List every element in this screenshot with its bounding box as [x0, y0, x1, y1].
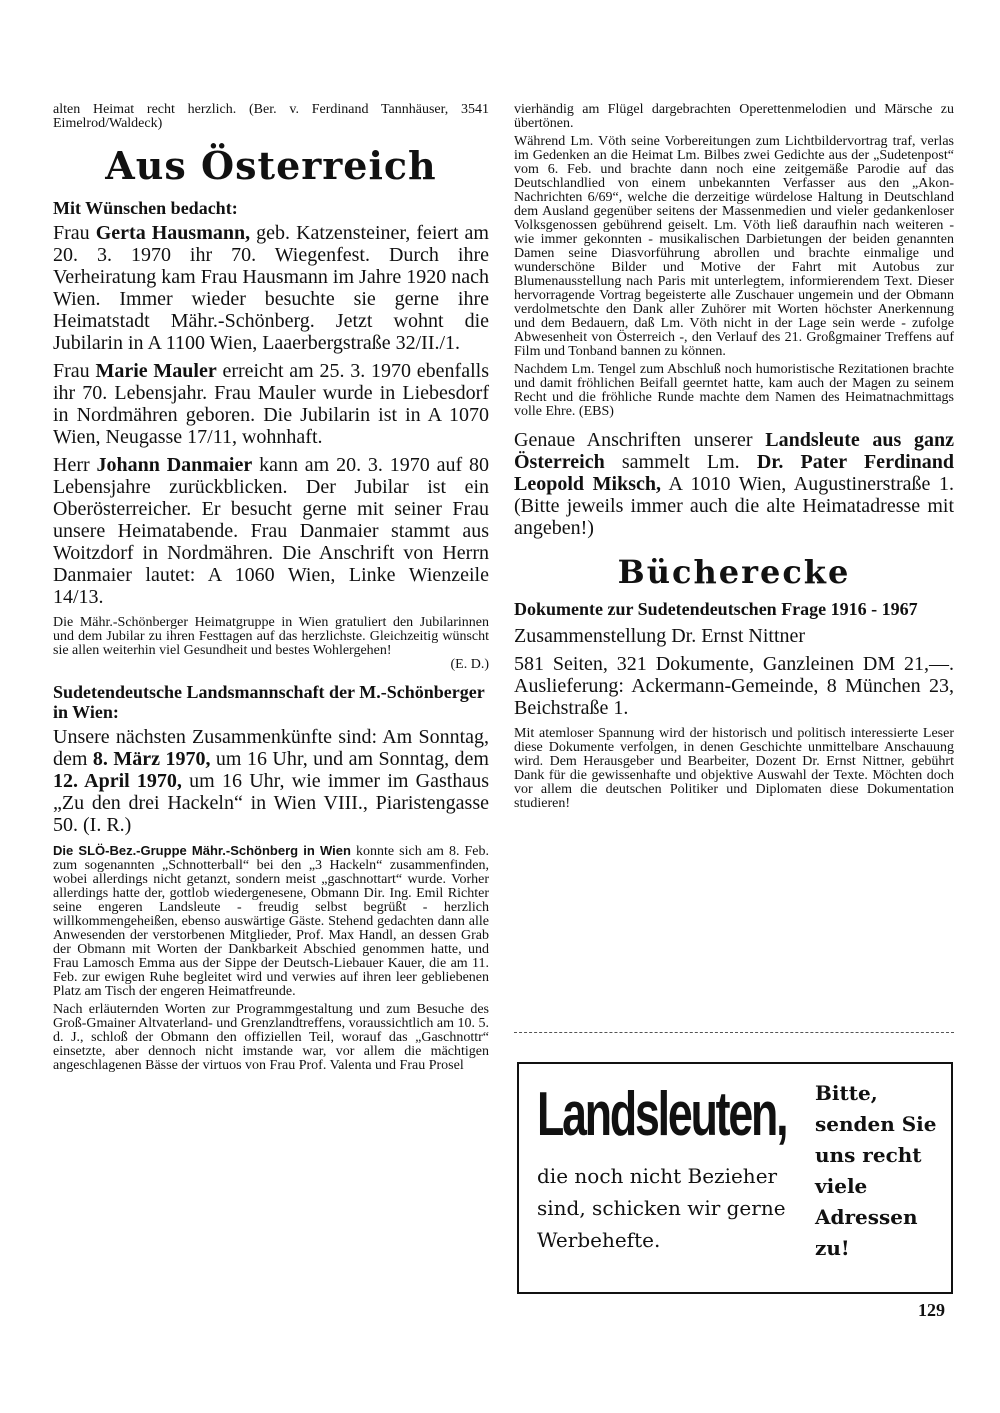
book-compiler: Zusammenstellung Dr. Ernst Nittner — [514, 625, 806, 647]
birthday-paragraph-1: Frau Gerta Hausmann, geb. Katzensteiner, feiert am 20. 3. 1970 ihr 70. Wiegenfest. Durch ihre Verheiratung kam Frau Hausmann im Jahre 1920 nach Wien. Immer wieder besuchte sie gerne ihre Heimatstadt Mähr.-Schönberg. Jetzt wohnt die Jubilarin in A 1100 Wien, Laaerbergstraße 32/II./1. — [53, 222, 489, 354]
landsmannschaft-heading: Sudetendeutsche Landsmannschaft der M.-Schönberger in Wien: — [53, 682, 485, 722]
congratulation-text: Die Mähr.-Schönberger Heimatgruppe in Wien gratuliert den Jubilarinnen und dem Jubilar zu ihren Festtagen auf das herzlichste. Gleichzeitig wünscht sie allen weiterhin viel Gesundheit und bestes Wohlergehen! — [53, 615, 489, 658]
book-title: Dokumente zur Sudetendeutschen Frage 1916 - 1967 — [514, 599, 918, 619]
section-title: Aus Österreich — [105, 143, 437, 188]
birthday-paragraph-2: Frau Marie Mauler erreicht am 25. 3. 1970 ebenfalls ihr 70. Lebensjahr. Frau Mauler wurde in Liebesdorf in Nordmähren geboren. Die Jubilarin ist in A 1070 Wien, Neugasse 17/11, wohnhaft. — [53, 360, 489, 448]
slo-report-paragraph: Die SLÖ-Bez.-Gruppe Mähr.-Schönberg in Wien konnte sich am 8. Feb. zum sogenannten „Schnotterball“ bei den „3 Hackeln“ zusammenfinden, wobei allerdings nicht getanzt, sondern meist „gaschnottart“ wurde. Vorher allerdings hatte der, gottlob wiedergenesene, Obmann Dir. Ing. Emil Richter seine engeren Landsleute - freudig selbst begrüßt - herzlich willkommengeheißen, ebenso auswärtige Gäste. Stehend gedachten dann alle Anwesenden der verstorbenen Mitglieder, Prof. Max Handl, an dessen Grab der Obmann mit Worten der Dankbarkeit Abschied genommen hatte, und Frau Lamosch Emma aus der Sippe der Deutsch-Liebauer Kauer, die am 11. Feb. zur ewigen Ruhe begleitet wird und verwies auf ihren leer gebliebenen Platz am Tisch der engeren Heimatfreunde. — [53, 843, 490, 999]
book-review: Mit atemloser Spannung wird der historisch und politisch interessierte Leser diese Dokumente verfolgen, in denen Geschichte unmittelbare Anschauung wird. Dem Herausgeber und Bearbeiter, Dozent Dr. Ernst Nittner, gebührt Dank für die gewissenhafte und objektive Auswahl der Texte. Möchten doch vor allem die deutschen Politiker und Diplomaten diese Dokumentation studieren! — [514, 726, 954, 811]
signature: (E. D.) — [450, 657, 489, 672]
wishes-heading: Mit Wünschen bedacht: — [53, 198, 238, 218]
divider — [514, 1032, 954, 1033]
advertisement-box — [517, 1062, 953, 1294]
ad-right-text: Bitte, senden Sie uns recht viele Adressen zu! — [815, 1081, 937, 1260]
ad-headline: Landsleuten, — [537, 1080, 787, 1149]
right-column — [514, 103, 954, 811]
page-number: 129 — [918, 1300, 945, 1320]
intro-text: alten Heimat recht herzlich. (Ber. v. Ferdinand Tannhäuser, 3541 Eimelrod/Waldeck) — [53, 102, 489, 131]
books-title: Bücherecke — [617, 553, 851, 591]
book-info: 581 Seiten, 321 Dokumente, Ganzleinen DM 21,—. Auslieferung: Ackermann-Gemeinde, 8 München 23, Beichstraße 1. — [514, 653, 954, 719]
birthday-paragraph-3: Herr Johann Danmaier kann am 20. 3. 1970 auf 80 Lebensjahre zurückblicken. Der Jubilar ist ein Oberösterreicher. Er besucht gerne mit seiner Frau unsere Heimatabende. Frau Danmaier stammt aus Woitzdorf in Nordmähren. Die Anschrift von Herrn Danmaier lautet: A 1060 Wien, Linke Wienzeile 14/13. — [53, 454, 489, 608]
program-paragraph: Nach erläuternden Worten zur Programmgestaltung und zum Besuche des Groß-Gmainer Altvaterland- und Grenzlandtreffens, voraussichtlich am 10. 5. d. J., schloß der Obmann den offiziellen Teil, worauf das „Gaschnottr“ einsetzte, aber dennoch nicht imstande war, vor allem die mächtigen angeschlagenen Bässe der virtuos von Frau Prof. Valenta und Frau Prosel — [53, 1002, 489, 1073]
left-column — [53, 103, 489, 1073]
report-continuation: vierhändig am Flügel dargebrachten Operettenmelodien und Märsche zu übertönen. — [514, 102, 954, 131]
meetings-paragraph: Unsere nächsten Zusammenkünfte sind: Am Sonntag, dem 8. März 1970, um 16 Uhr, und am Sonntag, dem 12. April 1970, um 16 Uhr, wie immer im Gasthaus „Zu den drei Hackeln“ in Wien VIII., Piaristengasse 50. (I. R.) — [53, 726, 489, 836]
ad-left-text: die noch nicht Bezieher sind, schicken wir gerne Werbehefte. — [537, 1164, 786, 1252]
closing-paragraph: Nachdem Lm. Tengel zum Abschluß noch humoristische Rezitationen brachte und damit fröhlichen Beifall geerntet hatte, kam auch der Magen zu seinem Recht und die fröhliche Runde machte dem Namen des Heimatnachmittags volle Ehre. (EBS) — [514, 362, 954, 419]
slideshow-paragraph: Während Lm. Vöth seine Vorbereitungen zum Lichtbildervortrag traf, verlas im Gedenken an die Heimat Lm. Bilbes zwei Gedichte aus der „Sudetenpost“ vom 6. Feb. und brachte dann noch eine zeitgemäße Parodie auf das Deutschlandlied von einem unbekannten Verfasser aus den „Akon-Nachrichten 6/69“, welche die derzeitige würdelose Haltung in Deutschland dem Ausland gegenüber seitens der Massenmedien und vieler gedankenloser Volksgenossen gebührend geiselt. Lm. Vöth ließ daraufhin nach weiteren - wie immer gekonnten - musikalischen Darbietungen der beiden genannten Damen seine Diasvorführung abrollen und brachte einmalige und wunderschöne Bilder und Motive der Fahrt mit Autobus zur Blumenausstellung nach Paris mit unterlegtem, informierendem Text. Dieser hervorragende Vortrag begeisterte alle Zuschauer ungemein und der Obmann verdolmetschte den Dank aller Zuhörer mit Worten höchster Anerkennung und dem Bedauern, daß Lm. Vöth nicht in der Lage sein werde - zufolge Abwesenheit von Österreich -, den Verlauf des 21. Großgmainer Treffens auf Film und Tonband bannen zu können. — [514, 134, 954, 359]
addresses-notice: Genaue Anschriften unserer Landsleute aus ganz Österreich sammelt Lm. Dr. Pater Ferdinand Leopold Miksch, A 1010 Wien, Augustinerstraße 1. (Bitte jeweils immer auch die alte Heimatadresse mit angeben!) — [514, 429, 955, 539]
